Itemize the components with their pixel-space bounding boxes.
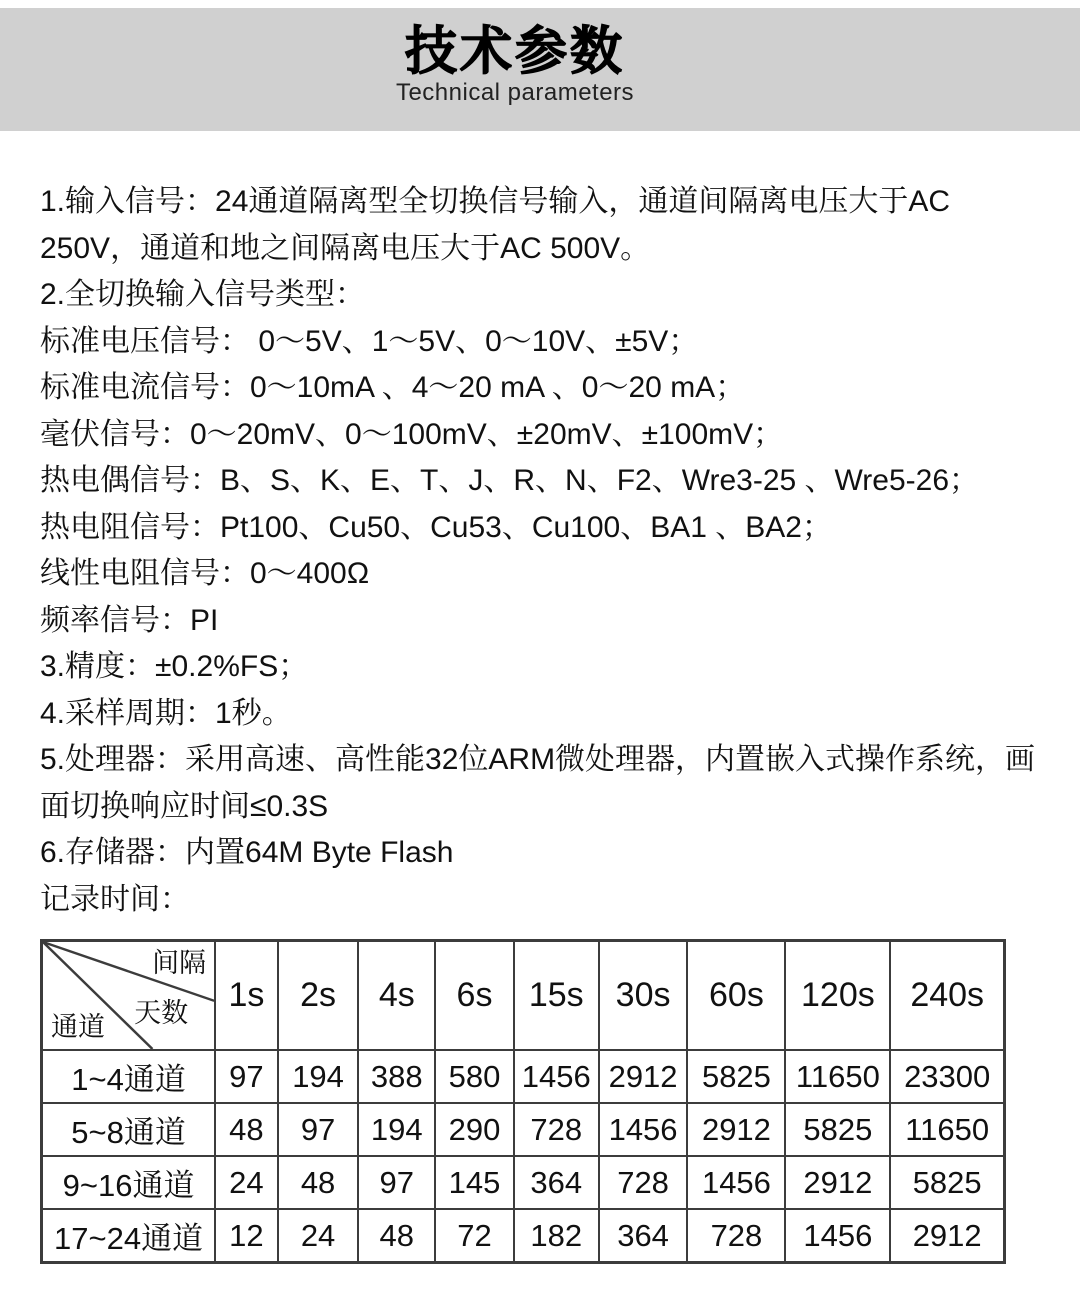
- table-cell: 728: [514, 1103, 599, 1156]
- table-cell: 24: [215, 1156, 278, 1209]
- interval-header: 4s: [358, 941, 435, 1051]
- table-cell: 728: [687, 1209, 785, 1263]
- table-cell: 182: [514, 1209, 599, 1263]
- channel-range-label: 5~8通道: [42, 1103, 216, 1156]
- record-time-table: [40, 939, 1006, 1264]
- table-cell: 5825: [687, 1050, 785, 1103]
- table-cell: 194: [358, 1103, 435, 1156]
- corner-label-interval: 间隔: [152, 948, 207, 978]
- spec-line: 3.精度：±0.2%FS；: [40, 650, 309, 683]
- interval-header: 2s: [278, 941, 359, 1051]
- page-title: 技术参数: [404, 23, 625, 81]
- table-cell: 97: [215, 1050, 278, 1103]
- table-cell: 290: [435, 1103, 514, 1156]
- interval-header: 1s: [215, 941, 278, 1051]
- table-cell: 1456: [785, 1209, 890, 1263]
- table-cell: 1456: [599, 1103, 688, 1156]
- table-cell: 11650: [785, 1050, 890, 1103]
- table-cell: 97: [278, 1103, 359, 1156]
- table-cell: 11650: [890, 1103, 1004, 1156]
- spec-line: 4.采样周期：1秒。: [40, 696, 292, 730]
- table-row: [42, 1103, 1005, 1156]
- table-cell: 364: [514, 1156, 599, 1209]
- spec-list: [0, 179, 1080, 923]
- spec-line: 热电偶信号：B、S、K、E、T、J、R、N、F2、Wre3-25 、Wre5-26；: [40, 464, 980, 497]
- table-cell: 145: [435, 1156, 514, 1209]
- table-row: [42, 1156, 1005, 1209]
- table-header-row: [42, 941, 1005, 1051]
- spec-line: 6.存储器：内置64M Byte Flash: [40, 836, 454, 869]
- table-cell: 48: [278, 1156, 359, 1209]
- spec-line: 5.处理器：采用高速、高性能32位ARM微处理器，内置嵌入式操作系统，画面切换响应时间≤0.3S: [40, 743, 1036, 823]
- page-subtitle: Technical parameters: [395, 79, 635, 106]
- table-row: [42, 1050, 1005, 1103]
- channel-range-label: 1~4通道: [42, 1050, 216, 1103]
- table-cell: 48: [215, 1103, 278, 1156]
- table-cell: 72: [435, 1209, 514, 1263]
- interval-header: 30s: [599, 941, 688, 1051]
- corner-label-channel: 通道: [51, 1012, 105, 1042]
- spec-line: 线性电阻信号：0～400Ω: [40, 557, 370, 590]
- spec-line: 热电阻信号：Pt100、Cu50、Cu53、Cu100、BA1 、BA2；: [40, 510, 832, 544]
- interval-header: 6s: [435, 941, 514, 1051]
- channel-range-label: 17~24通道: [42, 1209, 216, 1263]
- spec-line: 标准电压信号： 0～5V、1～5V、0～10V、±5V；: [40, 324, 699, 358]
- interval-header: 240s: [890, 941, 1004, 1051]
- interval-header: 60s: [687, 941, 785, 1051]
- table-cell: 580: [435, 1050, 514, 1103]
- page: [0, 8, 1080, 1264]
- table-cell: 48: [358, 1209, 435, 1263]
- table-cell: 5825: [890, 1156, 1004, 1209]
- table-cell: 364: [599, 1209, 688, 1263]
- table-cell: 2912: [890, 1209, 1004, 1263]
- spec-line: 频率信号：PI: [40, 603, 219, 637]
- corner-label-days: 天数: [134, 998, 189, 1028]
- spec-line: 毫伏信号：0～20mV、0～100mV、±20mV、±100mV；: [40, 417, 784, 451]
- table-cell: 2912: [785, 1156, 890, 1209]
- table-cell: 12: [215, 1209, 278, 1263]
- channel-range-label: 9~16通道: [42, 1156, 216, 1209]
- title-block: [0, 24, 1055, 106]
- interval-header: 15s: [514, 941, 599, 1051]
- table-cell: 728: [599, 1156, 688, 1209]
- spec-line: 1.输入信号：24通道隔离型全切换信号输入，通道间隔离电压大于AC 250V，通道和地之间隔离电压大于AC 500V。: [40, 185, 951, 265]
- spec-line: 2.全切换输入信号类型：: [40, 278, 366, 311]
- table-cell: 1456: [514, 1050, 599, 1103]
- table-cell: 24: [278, 1209, 359, 1263]
- table-cell: 388: [358, 1050, 435, 1103]
- table-cell: 23300: [890, 1050, 1004, 1103]
- table-row: [42, 1209, 1005, 1263]
- table-cell: 2912: [599, 1050, 688, 1103]
- table-cell: 97: [358, 1156, 435, 1209]
- interval-header: 120s: [785, 941, 890, 1051]
- spec-line: 标准电流信号：0～10mA 、4～20 mA 、0～20 mA；: [40, 371, 746, 404]
- title-band: [0, 8, 1080, 131]
- table-cell: 2912: [687, 1103, 785, 1156]
- table-cell: 5825: [785, 1103, 890, 1156]
- spec-line: 记录时间：: [40, 882, 190, 916]
- table-corner-cell: [42, 941, 216, 1051]
- table-cell: 194: [278, 1050, 359, 1103]
- table-cell: 1456: [687, 1156, 785, 1209]
